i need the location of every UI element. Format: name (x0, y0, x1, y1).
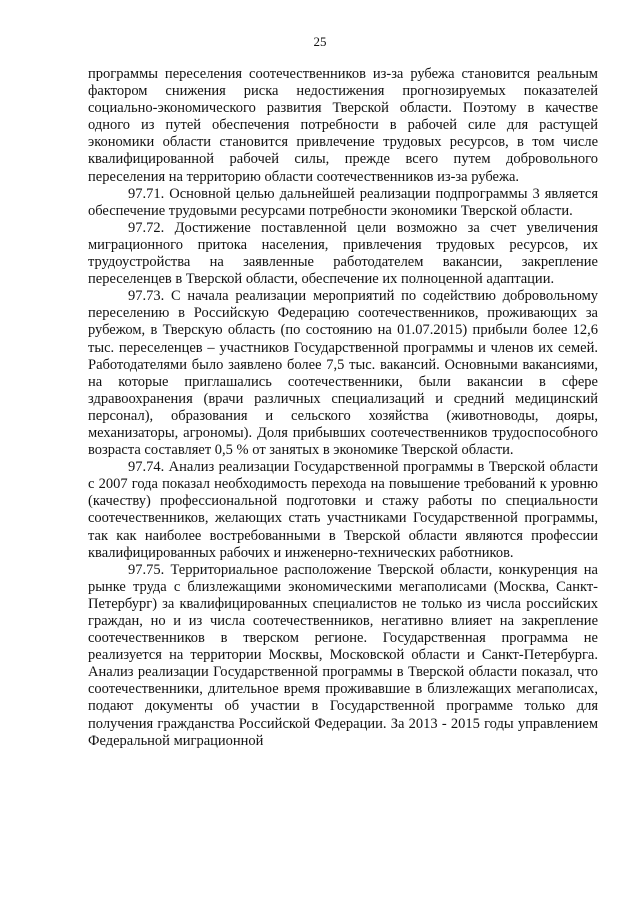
document-body (88, 66, 598, 750)
paragraph-97-73: 97.73. С начала реализации мероприятий по содействию добровольному переселению в Российскую Федерацию соотечественников, проживающих за рубежом, в Тверскую область (по состоянию на 01.07.2015) прибыли более 12,6 тыс. переселенцев – участников Государственной программы и членов их семей. Работодателями было заявлено более 7,5 тыс. вакансий. Основными вакансиями, на которые приглашались соотечественники, были вакансии в сфере здравоохранения (врачи различных специализаций и средний медицинский персонал), образования и сельского хозяйства (животноводы, дояры, механизаторы, агрономы). Доля прибывших соотечественников трудоспособного возраста составляет 0,5 % от занятых в экономике Тверской области. (88, 288, 598, 459)
paragraph-continued: программы переселения соотечественников из-за рубежа становится реальным фактором снижения риска недостижения прогнозируемых показателей социально-экономического развития Тверской области. Поэтому в качестве одного из путей обеспечения потребности в рабочей силе для растущей экономики области становится привлечение трудовых ресурсов, в том числе квалифицированной рабочей силы, прежде всего путем добровольного переселения на территорию области соотечественников из-за рубежа. (88, 66, 598, 185)
paragraph-97-75: 97.75. Территориальное расположение Тверской области, конкуренция на рынке труда с близлежащими экономическими мегаполисами (Москва, Санкт-Петербург) за квалифицированных специалистов не только из числа российских граждан, но и из числа соотечественников, негативно влияет на закрепление соотечественников в тверском регионе. Государственная программа не реализуется на территории Москвы, Московской области и Санкт-Петербурга. Анализ реализации Государственной программы в Тверской области показал, что соотечественники, длительное время проживавшие в близлежащих мегаполисах, подают документы об участии в Государственной программе только для получения гражданства Российской Федерации. За 2013 - 2015 годы управлением Федеральной миграционной (88, 561, 598, 749)
page-number: 25 (313, 34, 327, 49)
paragraph-97-74: 97.74. Анализ реализации Государственной программы в Тверской области с 2007 года показал необходимость перехода на повышение требований к уровню (качеству) профессиональной подготовки и стажу работы по специальности соотечественников, желающих стать участниками Государственной программы, так как наиболее востребованными в Тверской области являются профессии квалифицированных рабочих и инженерно-технических работников. (88, 459, 598, 561)
paragraph-97-72: 97.72. Достижение поставленной цели возможно за счет увеличения миграционного притока населения, привлечения трудовых ресурсов, их трудоустройства на заявленные работодателем вакансии, закрепление переселенцев в Тверской области, обеспечение их полноценной адаптации. (88, 219, 598, 288)
paragraph-97-71: 97.71. Основной целью дальнейшей реализации подпрограммы 3 является обеспечение трудовыми ресурсами потребности экономики Тверской области. (88, 185, 598, 219)
